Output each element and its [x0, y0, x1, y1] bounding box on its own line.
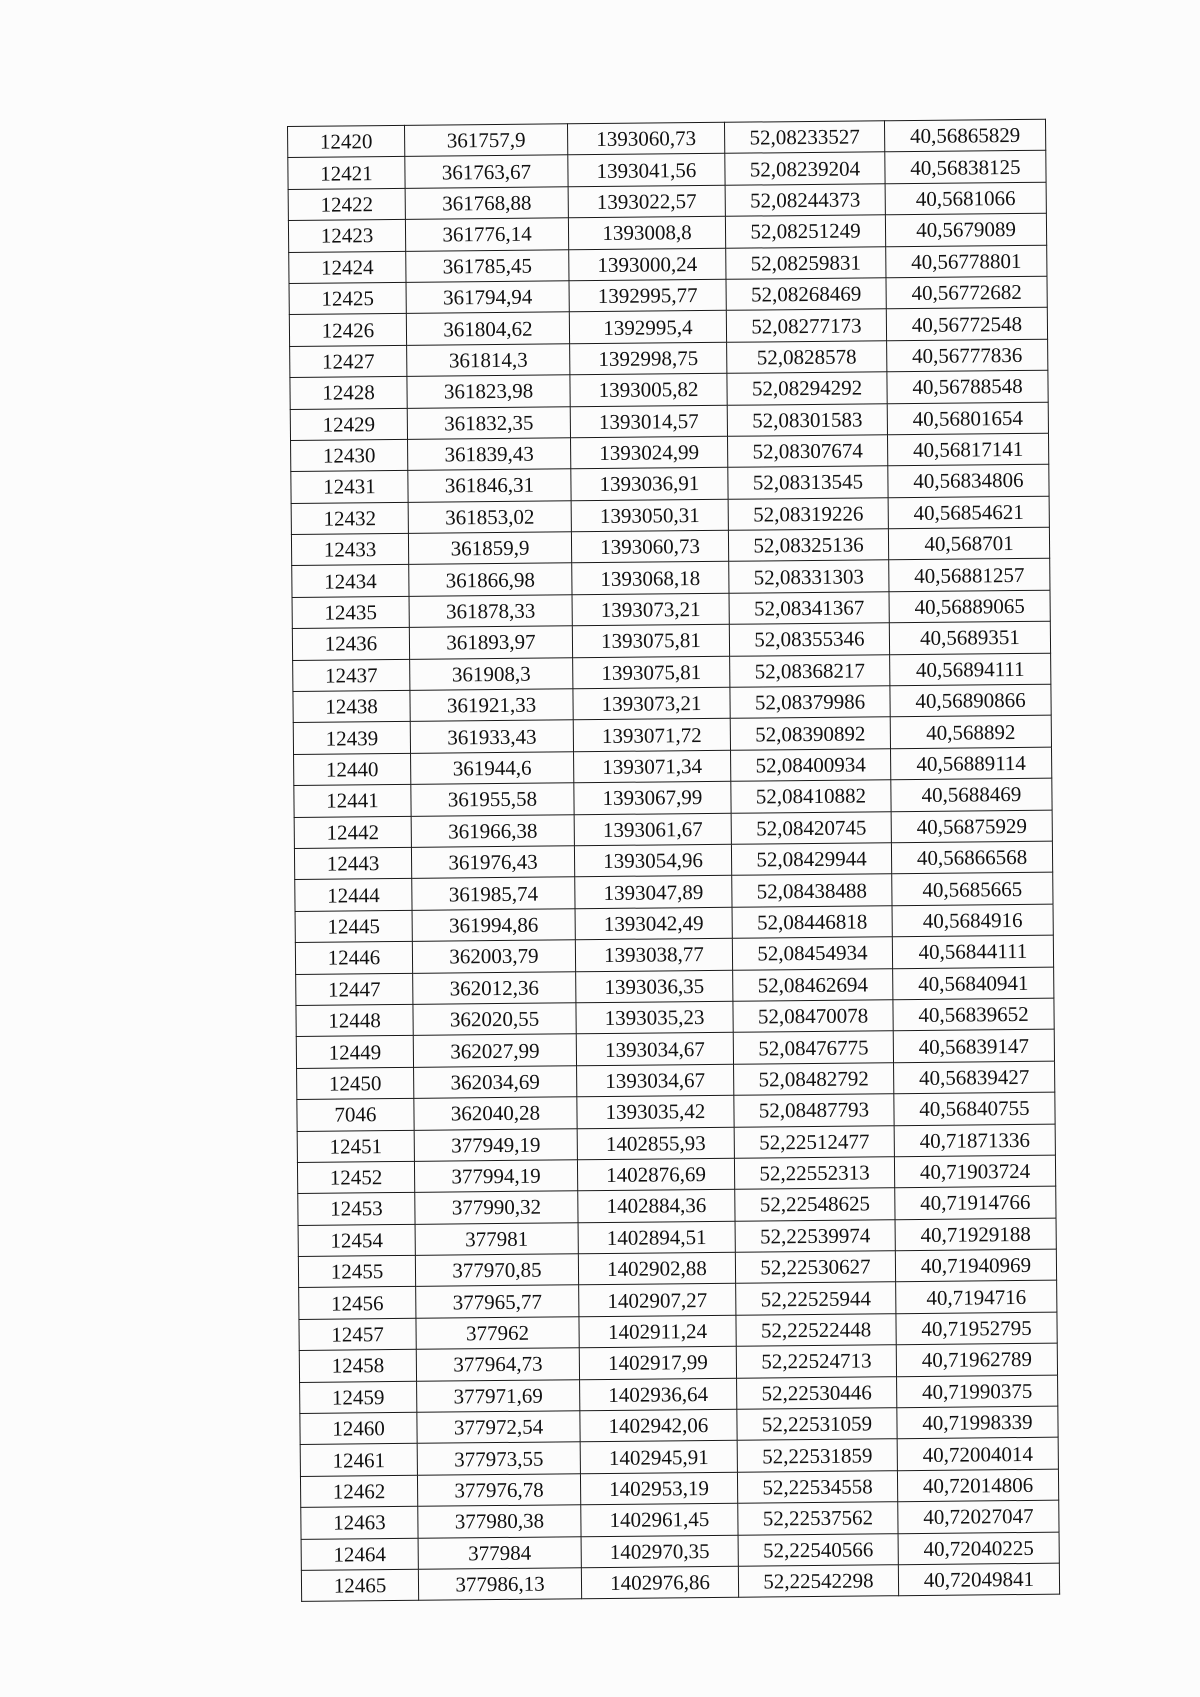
y-coordinate-cell: 1393041,56 — [568, 154, 725, 187]
longitude-cell: 40,71952795 — [896, 1312, 1057, 1345]
latitude-cell: 52,08476775 — [733, 1031, 893, 1064]
longitude-cell: 40,56894111 — [890, 653, 1051, 686]
longitude-cell: 40,71929188 — [895, 1218, 1056, 1251]
y-coordinate-cell: 1393034,67 — [577, 1064, 734, 1097]
y-coordinate-cell: 1393036,35 — [576, 970, 733, 1003]
x-coordinate-cell: 361853,02 — [408, 500, 571, 533]
x-coordinate-cell: 362040,28 — [414, 1097, 577, 1130]
latitude-cell: 52,22552313 — [734, 1157, 894, 1190]
longitude-cell: 40,56890866 — [890, 684, 1051, 717]
longitude-cell: 40,71871336 — [894, 1124, 1055, 1157]
latitude-cell: 52,08355346 — [729, 623, 889, 656]
x-coordinate-cell: 361832,35 — [407, 406, 570, 439]
point-number-cell: 12420 — [288, 125, 405, 158]
y-coordinate-cell: 1393034,67 — [576, 1033, 733, 1066]
y-coordinate-cell: 1402961,45 — [581, 1503, 738, 1536]
x-coordinate-cell: 377984 — [418, 1536, 581, 1569]
latitude-cell: 52,22539974 — [735, 1219, 895, 1252]
latitude-cell: 52,08420745 — [731, 811, 891, 844]
y-coordinate-cell: 1393035,23 — [576, 1001, 733, 1034]
y-coordinate-cell: 1393061,67 — [574, 813, 731, 846]
latitude-cell: 52,08462694 — [733, 968, 893, 1001]
y-coordinate-cell: 1393047,89 — [575, 876, 732, 909]
latitude-cell: 52,08319226 — [728, 497, 888, 530]
point-number-cell: 12461 — [300, 1444, 417, 1477]
latitude-cell: 52,08268469 — [726, 278, 886, 311]
latitude-cell: 52,08244373 — [725, 184, 885, 217]
longitude-cell: 40,56788548 — [887, 370, 1048, 403]
point-number-cell: 7046 — [297, 1098, 414, 1131]
x-coordinate-cell: 361859,9 — [408, 532, 571, 565]
longitude-cell: 40,72027047 — [898, 1500, 1059, 1533]
x-coordinate-cell: 362027,99 — [413, 1034, 576, 1067]
longitude-cell: 40,56772682 — [886, 276, 1047, 309]
y-coordinate-cell: 1393038,77 — [575, 938, 732, 971]
x-coordinate-cell: 377964,73 — [416, 1348, 579, 1381]
longitude-cell: 40,5689351 — [889, 621, 1050, 654]
point-number-cell: 12459 — [300, 1381, 417, 1414]
y-coordinate-cell: 1402907,27 — [579, 1284, 736, 1317]
point-number-cell: 12430 — [291, 439, 408, 472]
longitude-cell: 40,56866568 — [891, 841, 1052, 874]
point-number-cell: 12454 — [298, 1224, 415, 1257]
latitude-cell: 52,08251249 — [725, 215, 885, 248]
longitude-cell: 40,56844111 — [892, 935, 1053, 968]
latitude-cell: 52,08470078 — [733, 1000, 893, 1033]
point-number-cell: 12465 — [301, 1569, 418, 1602]
y-coordinate-cell: 1402936,64 — [580, 1378, 737, 1411]
x-coordinate-cell: 377970,85 — [415, 1254, 578, 1287]
x-coordinate-cell: 361839,43 — [408, 438, 571, 471]
latitude-cell: 52,22531859 — [737, 1439, 897, 1472]
point-number-cell: 12426 — [289, 314, 406, 347]
longitude-cell: 40,72014806 — [897, 1469, 1058, 1502]
x-coordinate-cell: 361908,3 — [410, 657, 573, 690]
latitude-cell: 52,22531059 — [737, 1408, 897, 1441]
x-coordinate-cell: 361921,33 — [410, 689, 573, 722]
longitude-cell: 40,56778801 — [886, 245, 1047, 278]
latitude-cell: 52,08239204 — [725, 152, 885, 185]
longitude-cell: 40,56840755 — [894, 1092, 1055, 1125]
point-number-cell: 12436 — [292, 628, 409, 661]
y-coordinate-cell: 1393035,42 — [577, 1095, 734, 1128]
longitude-cell: 40,56834806 — [888, 464, 1049, 497]
y-coordinate-cell: 1393000,24 — [569, 248, 726, 281]
x-coordinate-cell: 361846,31 — [408, 469, 571, 502]
y-coordinate-cell: 1402917,99 — [579, 1346, 736, 1379]
point-number-cell: 12452 — [297, 1161, 414, 1194]
y-coordinate-cell: 1393073,21 — [573, 687, 730, 720]
y-coordinate-cell: 1393050,31 — [571, 499, 728, 532]
longitude-cell: 40,71914766 — [895, 1186, 1056, 1219]
latitude-cell: 52,08487793 — [734, 1094, 894, 1127]
x-coordinate-cell: 362034,69 — [414, 1065, 577, 1098]
latitude-cell: 52,08438488 — [732, 874, 892, 907]
latitude-cell: 52,08307674 — [727, 435, 887, 468]
point-number-cell: 12428 — [290, 376, 407, 409]
longitude-cell: 40,7194716 — [896, 1281, 1057, 1314]
x-coordinate-cell: 377976,78 — [417, 1474, 580, 1507]
point-number-cell: 12448 — [296, 1004, 413, 1037]
x-coordinate-cell: 377949,19 — [414, 1128, 577, 1161]
longitude-cell: 40,56839652 — [893, 998, 1054, 1031]
x-coordinate-cell: 361768,88 — [405, 187, 568, 220]
point-number-cell: 12440 — [294, 753, 411, 786]
x-coordinate-cell: 361933,43 — [410, 720, 573, 753]
point-number-cell: 12462 — [300, 1475, 417, 1508]
longitude-cell: 40,5684916 — [892, 904, 1053, 937]
x-coordinate-cell: 361814,3 — [407, 344, 570, 377]
y-coordinate-cell: 1393071,72 — [573, 719, 730, 752]
longitude-cell: 40,568892 — [890, 716, 1051, 749]
y-coordinate-cell: 1393024,99 — [571, 436, 728, 469]
latitude-cell: 52,22522448 — [736, 1314, 896, 1347]
point-number-cell: 12435 — [292, 596, 409, 629]
longitude-cell: 40,5688469 — [891, 778, 1052, 811]
point-number-cell: 12446 — [295, 941, 412, 974]
longitude-cell: 40,568701 — [888, 527, 1049, 560]
x-coordinate-cell: 361794,94 — [406, 281, 569, 314]
point-number-cell: 12422 — [288, 188, 405, 221]
table-row — [301, 1563, 1059, 1602]
y-coordinate-cell: 1402976,86 — [581, 1566, 738, 1599]
y-coordinate-cell: 1393054,96 — [574, 844, 731, 877]
point-number-cell: 12458 — [299, 1350, 416, 1383]
point-number-cell: 12432 — [291, 502, 408, 535]
longitude-cell: 40,71903724 — [894, 1155, 1055, 1188]
point-number-cell: 12425 — [289, 282, 406, 315]
latitude-cell: 52,08368217 — [730, 654, 890, 687]
longitude-cell: 40,56889065 — [889, 590, 1050, 623]
y-coordinate-cell: 1402970,35 — [581, 1535, 738, 1568]
y-coordinate-cell: 1393067,99 — [574, 781, 731, 814]
point-number-cell: 12450 — [297, 1067, 414, 1100]
point-number-cell: 12444 — [295, 879, 412, 912]
x-coordinate-cell: 377971,69 — [417, 1379, 580, 1412]
latitude-cell: 52,22525944 — [736, 1282, 896, 1315]
longitude-cell: 40,56777836 — [887, 339, 1048, 372]
x-coordinate-cell: 361776,14 — [405, 218, 568, 251]
point-number-cell: 12457 — [299, 1318, 416, 1351]
x-coordinate-cell: 361785,45 — [406, 249, 569, 282]
latitude-cell: 52,08259831 — [726, 246, 886, 279]
point-number-cell: 12427 — [290, 345, 407, 378]
x-coordinate-cell: 361985,74 — [412, 877, 575, 910]
x-coordinate-cell: 377990,32 — [415, 1191, 578, 1224]
x-coordinate-cell: 377965,77 — [416, 1285, 579, 1318]
x-coordinate-cell: 362020,55 — [413, 1003, 576, 1036]
latitude-cell: 52,08410882 — [731, 780, 891, 813]
y-coordinate-cell: 1402894,51 — [578, 1221, 735, 1254]
point-number-cell: 12464 — [301, 1538, 418, 1571]
latitude-cell: 52,08446818 — [732, 905, 892, 938]
y-coordinate-cell: 1393071,34 — [574, 750, 731, 783]
point-number-cell: 12429 — [290, 408, 407, 441]
y-coordinate-cell: 1402953,19 — [580, 1472, 737, 1505]
y-coordinate-cell: 1402911,24 — [579, 1315, 736, 1348]
longitude-cell: 40,5679089 — [885, 213, 1046, 246]
y-coordinate-cell: 1392998,75 — [570, 342, 727, 375]
x-coordinate-cell: 361878,33 — [409, 595, 572, 628]
point-number-cell: 12453 — [298, 1193, 415, 1226]
longitude-cell: 40,5685665 — [892, 873, 1053, 906]
y-coordinate-cell: 1393075,81 — [572, 625, 729, 658]
longitude-cell: 40,56854621 — [888, 496, 1049, 529]
latitude-cell: 52,0828578 — [727, 340, 887, 373]
y-coordinate-cell: 1402942,06 — [580, 1409, 737, 1442]
point-number-cell: 12451 — [297, 1130, 414, 1163]
longitude-cell: 40,56881257 — [889, 559, 1050, 592]
latitude-cell: 52,08313545 — [728, 466, 888, 499]
point-number-cell: 12441 — [294, 785, 411, 818]
y-coordinate-cell: 1402902,88 — [578, 1252, 735, 1285]
latitude-cell: 52,08429944 — [731, 843, 891, 876]
x-coordinate-cell: 361804,62 — [406, 312, 569, 345]
point-number-cell: 12423 — [288, 220, 405, 253]
point-number-cell: 12456 — [299, 1287, 416, 1320]
longitude-cell: 40,72049841 — [898, 1563, 1059, 1596]
x-coordinate-cell: 361763,67 — [405, 155, 568, 188]
latitude-cell: 52,22548625 — [735, 1188, 895, 1221]
x-coordinate-cell: 361966,38 — [411, 814, 574, 847]
latitude-cell: 52,08294292 — [727, 372, 887, 405]
point-number-cell: 12443 — [294, 847, 411, 880]
point-number-cell: 12438 — [293, 690, 410, 723]
y-coordinate-cell: 1393075,81 — [573, 656, 730, 689]
longitude-cell: 40,72040225 — [898, 1532, 1059, 1565]
x-coordinate-cell: 377981 — [415, 1222, 578, 1255]
y-coordinate-cell: 1393060,73 — [571, 530, 728, 563]
longitude-cell: 40,56839427 — [894, 1061, 1055, 1094]
y-coordinate-cell: 1393060,73 — [567, 122, 724, 155]
longitude-cell: 40,56839147 — [893, 1030, 1054, 1063]
coordinates-table — [287, 119, 1060, 1603]
longitude-cell: 40,56875929 — [891, 810, 1052, 843]
x-coordinate-cell: 361955,58 — [411, 783, 574, 816]
longitude-cell: 40,56838125 — [885, 151, 1046, 184]
y-coordinate-cell: 1393008,8 — [568, 216, 725, 249]
longitude-cell: 40,72004014 — [897, 1438, 1058, 1471]
y-coordinate-cell: 1402855,93 — [577, 1127, 734, 1160]
latitude-cell: 52,22542298 — [738, 1565, 898, 1598]
x-coordinate-cell: 377980,38 — [418, 1505, 581, 1538]
longitude-cell: 40,56889114 — [891, 747, 1052, 780]
latitude-cell: 52,08379986 — [730, 686, 890, 719]
longitude-cell: 40,71962789 — [896, 1343, 1057, 1376]
point-number-cell: 12431 — [291, 471, 408, 504]
y-coordinate-cell: 1393042,49 — [575, 907, 732, 940]
x-coordinate-cell: 361944,6 — [411, 752, 574, 785]
y-coordinate-cell: 1402884,36 — [578, 1190, 735, 1223]
latitude-cell: 52,08233527 — [724, 121, 884, 154]
point-number-cell: 12433 — [291, 533, 408, 566]
x-coordinate-cell: 377972,54 — [417, 1411, 580, 1444]
point-number-cell: 12455 — [298, 1255, 415, 1288]
latitude-cell: 52,08331303 — [729, 560, 889, 593]
point-number-cell: 12434 — [292, 565, 409, 598]
point-number-cell: 12437 — [293, 659, 410, 692]
x-coordinate-cell: 377962 — [416, 1317, 579, 1350]
latitude-cell: 52,22540566 — [738, 1533, 898, 1566]
longitude-cell: 40,71998339 — [897, 1406, 1058, 1439]
y-coordinate-cell: 1392995,77 — [569, 279, 726, 312]
latitude-cell: 52,22530627 — [735, 1251, 895, 1284]
point-number-cell: 12424 — [289, 251, 406, 284]
x-coordinate-cell: 361757,9 — [404, 124, 567, 157]
y-coordinate-cell: 1393068,18 — [572, 562, 729, 595]
latitude-cell: 52,08454934 — [732, 937, 892, 970]
latitude-cell: 52,22534558 — [737, 1470, 897, 1503]
longitude-cell: 40,71990375 — [897, 1375, 1058, 1408]
point-number-cell: 12421 — [288, 157, 405, 190]
x-coordinate-cell: 361976,43 — [411, 846, 574, 879]
latitude-cell: 52,08400934 — [731, 749, 891, 782]
point-number-cell: 12460 — [300, 1412, 417, 1445]
latitude-cell: 52,22537562 — [738, 1502, 898, 1535]
x-coordinate-cell: 361866,98 — [409, 563, 572, 596]
longitude-cell: 40,56840941 — [893, 967, 1054, 1000]
point-number-cell: 12442 — [294, 816, 411, 849]
longitude-cell: 40,56772548 — [886, 308, 1047, 341]
x-coordinate-cell: 377973,55 — [417, 1442, 580, 1475]
point-number-cell: 12447 — [296, 973, 413, 1006]
x-coordinate-cell: 361893,97 — [409, 626, 572, 659]
y-coordinate-cell: 1393022,57 — [568, 185, 725, 218]
latitude-cell: 52,22530446 — [737, 1376, 897, 1409]
x-coordinate-cell: 362003,79 — [412, 940, 575, 973]
longitude-cell: 40,56817141 — [887, 433, 1048, 466]
point-number-cell: 12463 — [301, 1506, 418, 1539]
latitude-cell: 52,08482792 — [734, 1062, 894, 1095]
y-coordinate-cell: 1393036,91 — [571, 468, 728, 501]
latitude-cell: 52,08390892 — [730, 717, 890, 750]
longitude-cell: 40,71940969 — [895, 1249, 1056, 1282]
latitude-cell: 52,22512477 — [734, 1125, 894, 1158]
latitude-cell: 52,08277173 — [726, 309, 886, 342]
y-coordinate-cell: 1402876,69 — [577, 1158, 734, 1191]
y-coordinate-cell: 1402945,91 — [580, 1441, 737, 1474]
latitude-cell: 52,08341367 — [729, 592, 889, 625]
latitude-cell: 52,22524713 — [736, 1345, 896, 1378]
y-coordinate-cell: 1393014,57 — [570, 405, 727, 438]
x-coordinate-cell: 361994,86 — [412, 909, 575, 942]
latitude-cell: 52,08301583 — [727, 403, 887, 436]
longitude-cell: 40,56865829 — [884, 119, 1045, 152]
point-number-cell: 12449 — [296, 1036, 413, 1069]
x-coordinate-cell: 362012,36 — [413, 971, 576, 1004]
x-coordinate-cell: 361823,98 — [407, 375, 570, 408]
latitude-cell: 52,08325136 — [728, 529, 888, 562]
point-number-cell: 12439 — [293, 722, 410, 755]
coordinates-table-body — [288, 119, 1060, 1602]
x-coordinate-cell: 377986,13 — [418, 1568, 581, 1601]
y-coordinate-cell: 1393005,82 — [570, 373, 727, 406]
x-coordinate-cell: 377994,19 — [414, 1160, 577, 1193]
longitude-cell: 40,5681066 — [885, 182, 1046, 215]
point-number-cell: 12445 — [295, 910, 412, 943]
y-coordinate-cell: 1393073,21 — [572, 593, 729, 626]
y-coordinate-cell: 1392995,4 — [569, 311, 726, 344]
longitude-cell: 40,56801654 — [887, 402, 1048, 435]
